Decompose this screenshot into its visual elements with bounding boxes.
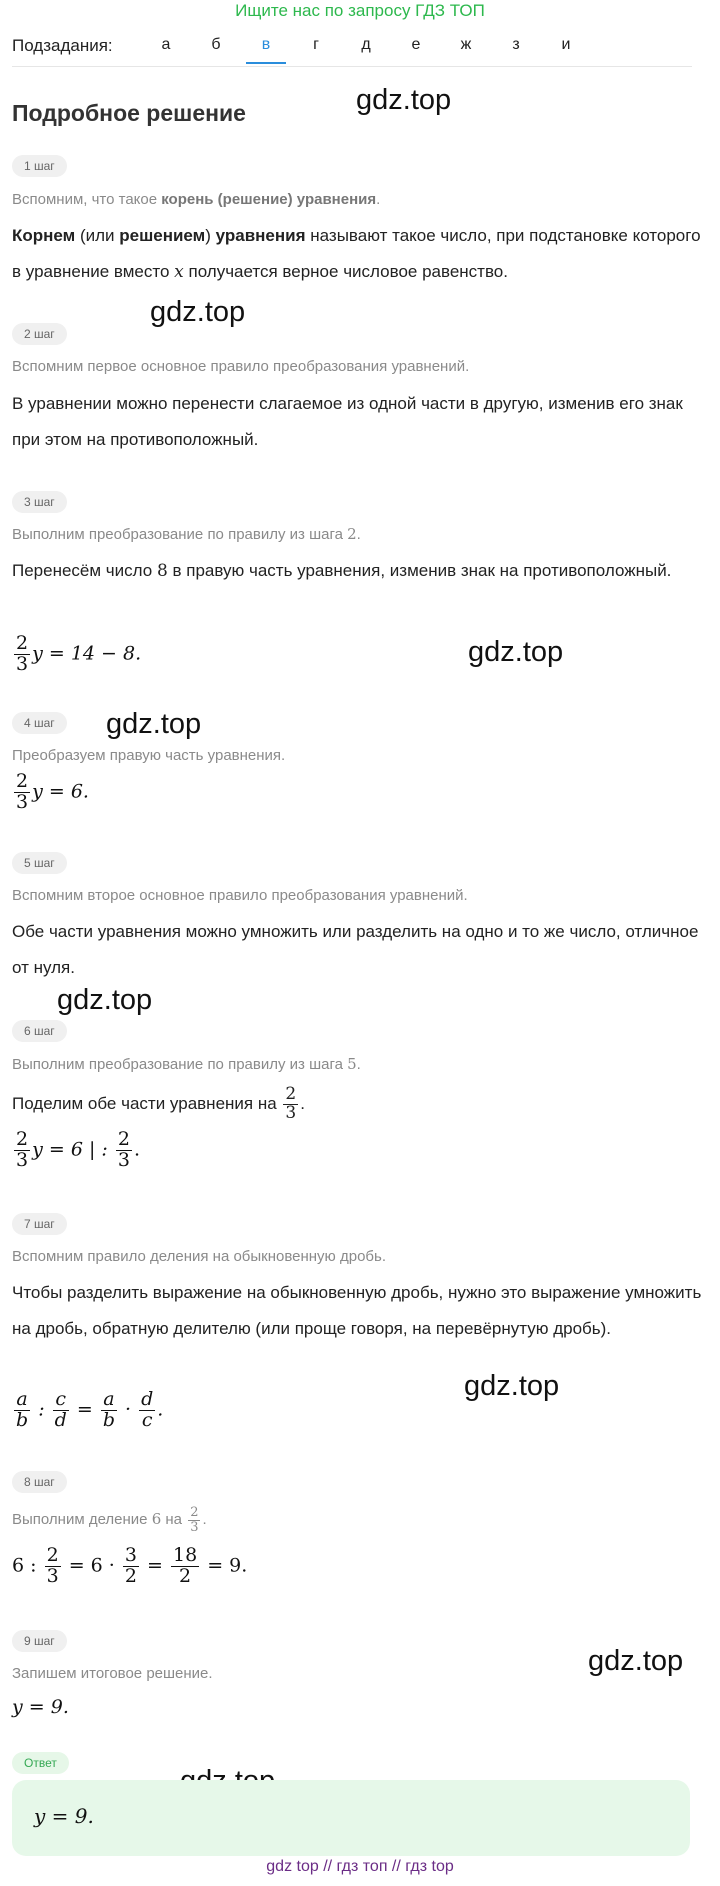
step-badge: 1 шаг	[12, 155, 67, 177]
tab-zh[interactable]: ж	[460, 36, 472, 53]
step-badge: 4 шаг	[12, 712, 67, 734]
watermark: gdz.top	[356, 84, 452, 116]
step-badge: 6 шаг	[12, 1020, 67, 1042]
fraction: $\frac{2}{3}$	[16, 632, 29, 675]
tab-g[interactable]: г	[313, 36, 319, 53]
step-badge: 9 шаг	[12, 1630, 67, 1652]
fraction: $\frac{2}{3}$	[46, 1544, 59, 1587]
step-note: Преобразуем правую часть уравнения.	[12, 747, 286, 764]
tab-z[interactable]: з	[512, 36, 520, 53]
tab-b[interactable]: б	[211, 36, 221, 53]
tab-e[interactable]: е	[411, 36, 421, 53]
search-banner[interactable]: Ищите нас по запросу ГДЗ ТОП	[235, 1, 485, 20]
fraction: $\frac{3}{2}$	[124, 1544, 137, 1587]
watermark: gdz.top	[468, 636, 564, 668]
fraction: $\frac{a}{b}$	[102, 1388, 115, 1431]
fraction: $\frac{2}{3}$	[16, 770, 29, 813]
step-badge: 5 шаг	[12, 852, 67, 874]
watermark: gdz.top	[57, 984, 153, 1016]
subtasks-bar	[12, 34, 692, 67]
answer-label: Ответ	[12, 1752, 69, 1774]
answer-equation: y = 9.	[34, 1804, 94, 1828]
equation: y = 9.	[12, 1696, 69, 1718]
equation: $\frac{2}{3}$ y = 6 | : $\frac{2}{3}$ .	[16, 1128, 140, 1171]
watermark: gdz.top	[150, 296, 246, 328]
step-note: Вспомним, что такое корень (решение) уравнения.	[12, 191, 381, 208]
step-badge: 2 шаг	[12, 323, 67, 345]
step-text: Обе части уравнения можно умножить или разделить на одно и то же число, отличное от нуля.	[12, 922, 699, 977]
fraction: $\frac{2}{3}$	[117, 1128, 130, 1171]
page-title: Подробное решение	[12, 100, 246, 126]
step-note: Вспомним правило деления на обыкновенную дробь.	[12, 1248, 386, 1265]
step-note: Выполним деление 6 на $\frac{2}{3}$ .	[12, 1504, 207, 1535]
fraction: $\frac{2}{3}$	[190, 1504, 199, 1535]
step-note: Вспомним второе основное правило преобразования уравнений.	[12, 887, 468, 904]
step-badge: 7 шаг	[12, 1213, 67, 1235]
fraction: $\frac{2}{3}$	[285, 1084, 297, 1124]
footer-links[interactable]: gdz top // гдз топ // гдз top	[266, 1858, 454, 1875]
step-note: Выполним преобразование по правилу из шага 5.	[12, 1055, 361, 1073]
fraction: $\frac{18}{2}$	[172, 1544, 198, 1587]
watermark: gdz.top	[106, 708, 202, 740]
step-note: Выполним преобразование по правилу из шага 2.	[12, 525, 361, 543]
subtasks-label: Подзадания:	[12, 36, 113, 55]
step-badge: 8 шаг	[12, 1471, 67, 1493]
fraction: $\frac{c}{d}$	[54, 1388, 67, 1431]
tab-v[interactable]: в	[246, 36, 286, 54]
equation: 6 : $\frac{2}{3}$ = 6 · $\frac{3}{2}$ = $\frac{18}{2}$ = 9.	[12, 1544, 248, 1587]
equation: $\frac{a}{b}$ : $\frac{c}{d}$ = $\frac{a}{b}$ · $\frac{d}{c}$ .	[16, 1388, 164, 1431]
fraction: $\frac{d}{c}$	[141, 1388, 154, 1431]
tab-d[interactable]: д	[361, 36, 371, 53]
step-text: Поделим обе части уравнения на $\frac{2}{3}$ .	[12, 1084, 305, 1124]
step-note: Вспомним первое основное правило преобразования уравнений.	[12, 358, 470, 375]
tab-i[interactable]: и	[561, 36, 571, 53]
equation: $\frac{2}{3}$ y = 6.	[16, 770, 89, 813]
step-text: В уравнении можно перенести слагаемое из одной части в другую, изменив его знак при этом на противоположный.	[12, 394, 683, 449]
step-text: Корнем (или решением) уравнения называют такое число, при подстановке которого в уравнение вместо x получается верное числовое равенство.	[12, 226, 701, 282]
step-text: Чтобы разделить выражение на обыкновенную дробь, нужно это выражение умножить на дробь, обратную делителю (или проще говоря, на перевёрнутую дробь).	[12, 1283, 702, 1338]
step-text: Перенесём число 8 в правую часть уравнения, изменив знак на противоположный.	[12, 561, 672, 581]
step-note: Запишем итоговое решение.	[12, 1665, 213, 1682]
equation: $\frac{2}{3}$ y = 14 − 8.	[16, 632, 142, 675]
answer-box	[12, 1780, 690, 1856]
step-badge: 3 шаг	[12, 491, 67, 513]
fraction: $\frac{2}{3}$	[16, 1128, 29, 1171]
watermark: gdz.top	[588, 1645, 684, 1677]
watermark: gdz.top	[464, 1370, 560, 1402]
fraction: $\frac{a}{b}$	[16, 1388, 29, 1431]
tab-a[interactable]: а	[161, 36, 171, 53]
